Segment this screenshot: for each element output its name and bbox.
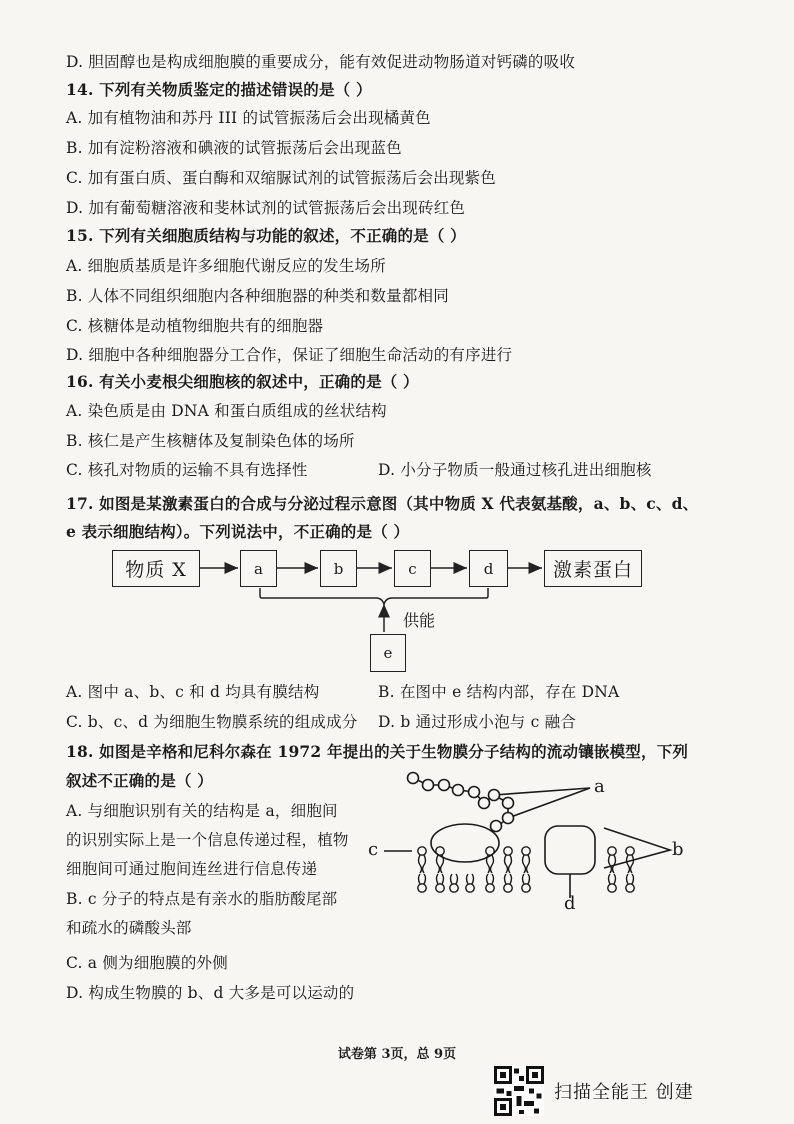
membrane-label-a: a xyxy=(594,776,605,797)
phospholipid-tail xyxy=(505,874,512,884)
phospholipid-head xyxy=(608,847,616,855)
phospholipid-tail xyxy=(523,855,530,873)
structure-d-box: d xyxy=(469,550,508,587)
phospholipid-head xyxy=(626,847,634,855)
phospholipid-head xyxy=(436,884,444,892)
line-d13: D. 胆固醇也是构成细胞膜的重要成分，能有效促进动物肠道对钙磷的吸收 xyxy=(66,53,576,71)
line-a18a: A. 与细胞识别有关的结构是 a，细胞间 xyxy=(66,802,338,820)
structure-a-box: a xyxy=(240,550,277,587)
scanner-watermark: 扫描全能王 创建 xyxy=(554,1082,694,1103)
energy-label: 供能 xyxy=(403,611,436,630)
phospholipid-tail xyxy=(419,874,426,884)
membrane-label-d: d xyxy=(564,893,576,914)
membrane-label-c: c xyxy=(368,839,379,860)
structure-b-box: b xyxy=(320,550,357,587)
structure-e-box: e xyxy=(370,634,406,672)
option-d16: D. 小分子物质一般通过核孔进出细胞核 xyxy=(378,461,652,479)
phospholipid-tail xyxy=(419,855,426,873)
line-q16: 16. 有关小麦根尖细胞核的叙述中，正确的是（ ） xyxy=(66,372,419,391)
membrane-label-b: b xyxy=(672,839,684,860)
phospholipid-tail xyxy=(437,874,444,884)
phospholipid-head xyxy=(504,847,512,855)
line-dd14: D. 加有葡萄糖溶液和斐林试剂的试管振荡后会出现砖红色 xyxy=(66,199,466,217)
line-a16: A. 染色质是由 DNA 和蛋白质组成的丝状结构 xyxy=(66,402,387,420)
option-b17: B. 在图中 e 结构内部，存在 DNA xyxy=(378,683,620,701)
line-b15: B. 人体不同组织细胞内各种细胞器的种类和数量都相同 xyxy=(66,287,449,305)
line-b18b: 和疏水的磷酸头部 xyxy=(66,919,192,937)
phospholipid-tail xyxy=(487,855,494,873)
line-a17: A. 图中 a、b、c 和 d 均具有膜结构 xyxy=(66,683,320,701)
line-b18a: B. c 分子的特点是有亲水的脂肪酸尾部 xyxy=(66,890,338,908)
line-c15: C. 核糖体是动植物细胞共有的细胞器 xyxy=(66,317,324,335)
line-q15: 15. 下列有关细胞质结构与功能的叙述，不正确的是（ ） xyxy=(66,226,466,245)
phospholipid-head xyxy=(450,884,458,892)
phospholipid-tail xyxy=(627,874,634,884)
phospholipid-head xyxy=(522,847,530,855)
line-a14: A. 加有植物油和苏丹 III 的试管振荡后会出现橘黄色 xyxy=(66,109,431,127)
line-a18b: 的识别实际上是一个信息传递过程，植物 xyxy=(66,831,349,849)
line-q18b: 叙述不正确的是（ ） xyxy=(66,771,213,790)
phospholipid-tail xyxy=(451,874,458,884)
line-b14: B. 加有淀粉溶液和碘液的试管振荡后会出现蓝色 xyxy=(66,139,402,157)
option-d17: D. b 通过形成小泡与 c 融合 xyxy=(378,713,577,731)
phospholipid-head xyxy=(418,847,426,855)
phospholipid-tail xyxy=(609,874,616,884)
line-a18c: 细胞间可通过胞间连丝进行信息传递 xyxy=(66,860,318,878)
phospholipid-head xyxy=(626,884,634,892)
phospholipid-tail xyxy=(523,874,530,884)
line-dd15: D. 细胞中各种细胞器分工合作，保证了细胞生命活动的有序进行 xyxy=(66,346,513,364)
phospholipid-head xyxy=(522,884,530,892)
page-footer: 试卷第 3页，总 9页 xyxy=(337,1047,457,1062)
phospholipid-tail xyxy=(467,874,474,884)
line-a15: A. 细胞质基质是许多细胞代谢反应的发生场所 xyxy=(66,257,386,275)
phospholipid-head xyxy=(418,884,426,892)
line-c17: C. b、c、d 为细胞生物膜系统的组成成分 xyxy=(66,713,358,731)
phospholipid-tail xyxy=(487,874,494,884)
line-c18: C. a 侧为细胞膜的外侧 xyxy=(66,954,228,972)
phospholipid-tail xyxy=(437,855,444,873)
phospholipid-tail xyxy=(627,855,634,873)
line-q18a: 18. 如图是辛格和尼科尔森在 1972 年提出的关于生物膜分子结构的流动镶嵌模型，下列 xyxy=(66,742,689,761)
phospholipid-head xyxy=(608,884,616,892)
line-b16: B. 核仁是产生核糖体及复制染色体的场所 xyxy=(66,432,355,450)
line-c16: C. 核孔对物质的运输不具有选择性 xyxy=(66,461,308,479)
phospholipid-head xyxy=(486,884,494,892)
line-q14: 14. 下列有关物质鉴定的描述错误的是（ ） xyxy=(66,80,372,99)
qr-code-icon xyxy=(494,1066,544,1116)
phospholipid-tail xyxy=(609,855,616,873)
hormone-protein-box: 激素蛋白 xyxy=(544,550,642,587)
phospholipid-head xyxy=(466,884,474,892)
line-dd18: D. 构成生物膜的 b、d 大多是可以运动的 xyxy=(66,984,355,1002)
phospholipid-head xyxy=(504,884,512,892)
line-c14: C. 加有蛋白质、蛋白酶和双缩脲试剂的试管振荡后会出现紫色 xyxy=(66,169,496,187)
structure-c-box: c xyxy=(394,550,431,587)
line-q17b: e 表示细胞结构）。下列说法中，不正确的是（ ） xyxy=(66,522,410,541)
substance-x-box: 物质 X xyxy=(112,550,200,587)
line-q17a: 17. 如图是某激素蛋白的合成与分泌过程示意图（其中物质 X 代表氨基酸，a、b、c、d、 xyxy=(66,494,699,513)
phospholipid-tail xyxy=(505,855,512,873)
